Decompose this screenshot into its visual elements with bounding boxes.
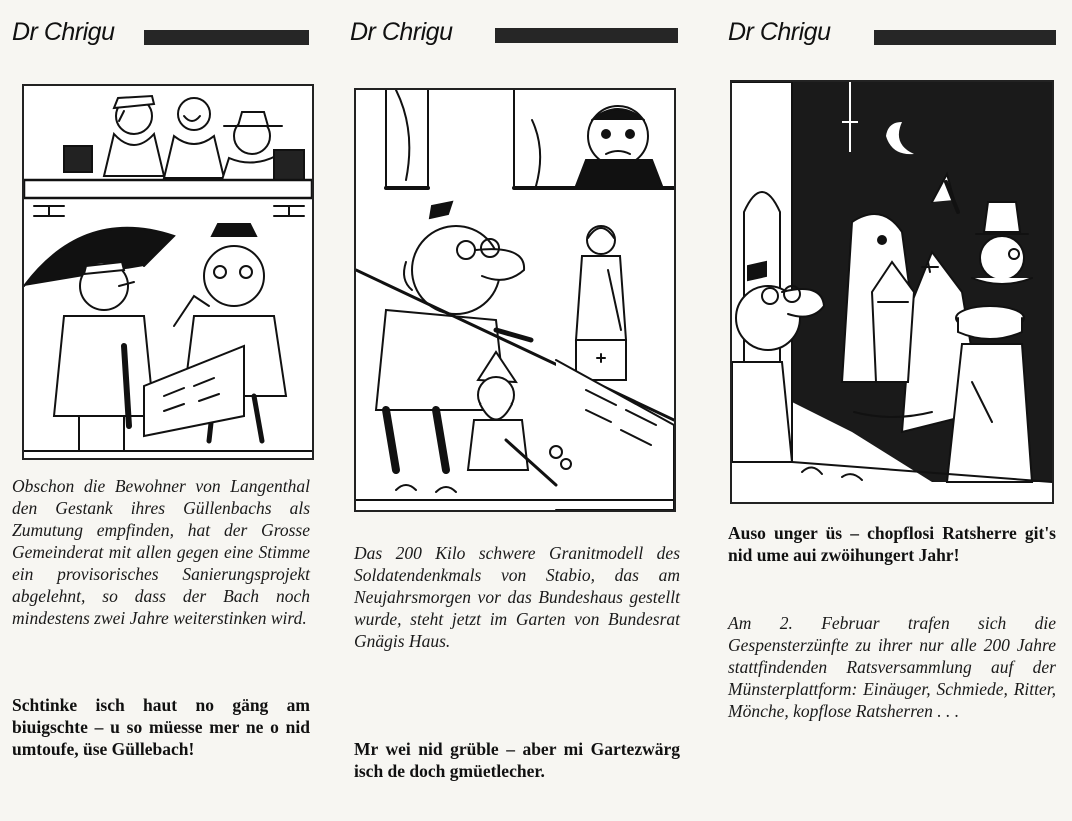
strip-title: Dr Chrigu (12, 18, 115, 46)
cartoon-panel-1 (22, 84, 314, 460)
cartoon-illustration-ghost-council (732, 82, 1052, 502)
strip-punchline: Mr wei nid grüble – aber mi Gartezwärg isch de doch gmüetlecher. (354, 739, 680, 781)
strip-caption: Obschon die Bewohner von Langenthal den Gestank ihres Güllenbachs als Zumutung empfinden, hat der Grosse Gemeinderat mit allen gegen eine Stimme ein provisorisches Sanierungsprojekt abgelehnt, so dass der Bach noch mindestens zwei Jahre weiterstinken wird. (12, 476, 310, 628)
cartoon-illustration-garden-gnome (356, 90, 674, 510)
title-rule (495, 28, 678, 43)
cartoon-strip-2 (350, 0, 680, 781)
cartoon-strip-1 (12, 0, 312, 759)
strip-caption: Das 200 Kilo schwere Granitmodell des Soldatendenkmals von Stabio, das am Neujahrsmorgen vor das Bundeshaus gestellt wurde, steht jetzt im Garten von Bundesrat Gnägis Haus. (354, 543, 680, 651)
title-rule (144, 30, 309, 45)
strip-header (728, 0, 1058, 50)
strip-punchline: Schtinke isch haut no gäng am biuigschte – u so müesse mer ne o nid umtoufe, üse Güllebach! (12, 695, 310, 759)
title-rule (874, 30, 1056, 45)
cartoon-panel-3 (730, 80, 1054, 504)
strip-header (350, 0, 680, 50)
strip-title: Dr Chrigu (350, 18, 453, 46)
cartoon-panel-2 (354, 88, 676, 512)
strip-title: Dr Chrigu (728, 18, 831, 46)
cartoon-illustration-stinking-brook (24, 86, 312, 458)
strip-punchline: Auso unger üs – chopflosi Ratsherre git's nid ume aui zwöihungert Jahr! (728, 523, 1056, 565)
strip-caption: Am 2. Februar trafen sich die Gespensterzünfte zu ihrer nur alle 200 Jahre stattfindenden Ratsversammlung auf der Münsterplattform: Einäuger, Schmiede, Ritter, Mönche, kopflose Ratsherren . . . (728, 613, 1056, 721)
cartoon-strip-3 (728, 0, 1058, 721)
strip-header (12, 0, 312, 50)
